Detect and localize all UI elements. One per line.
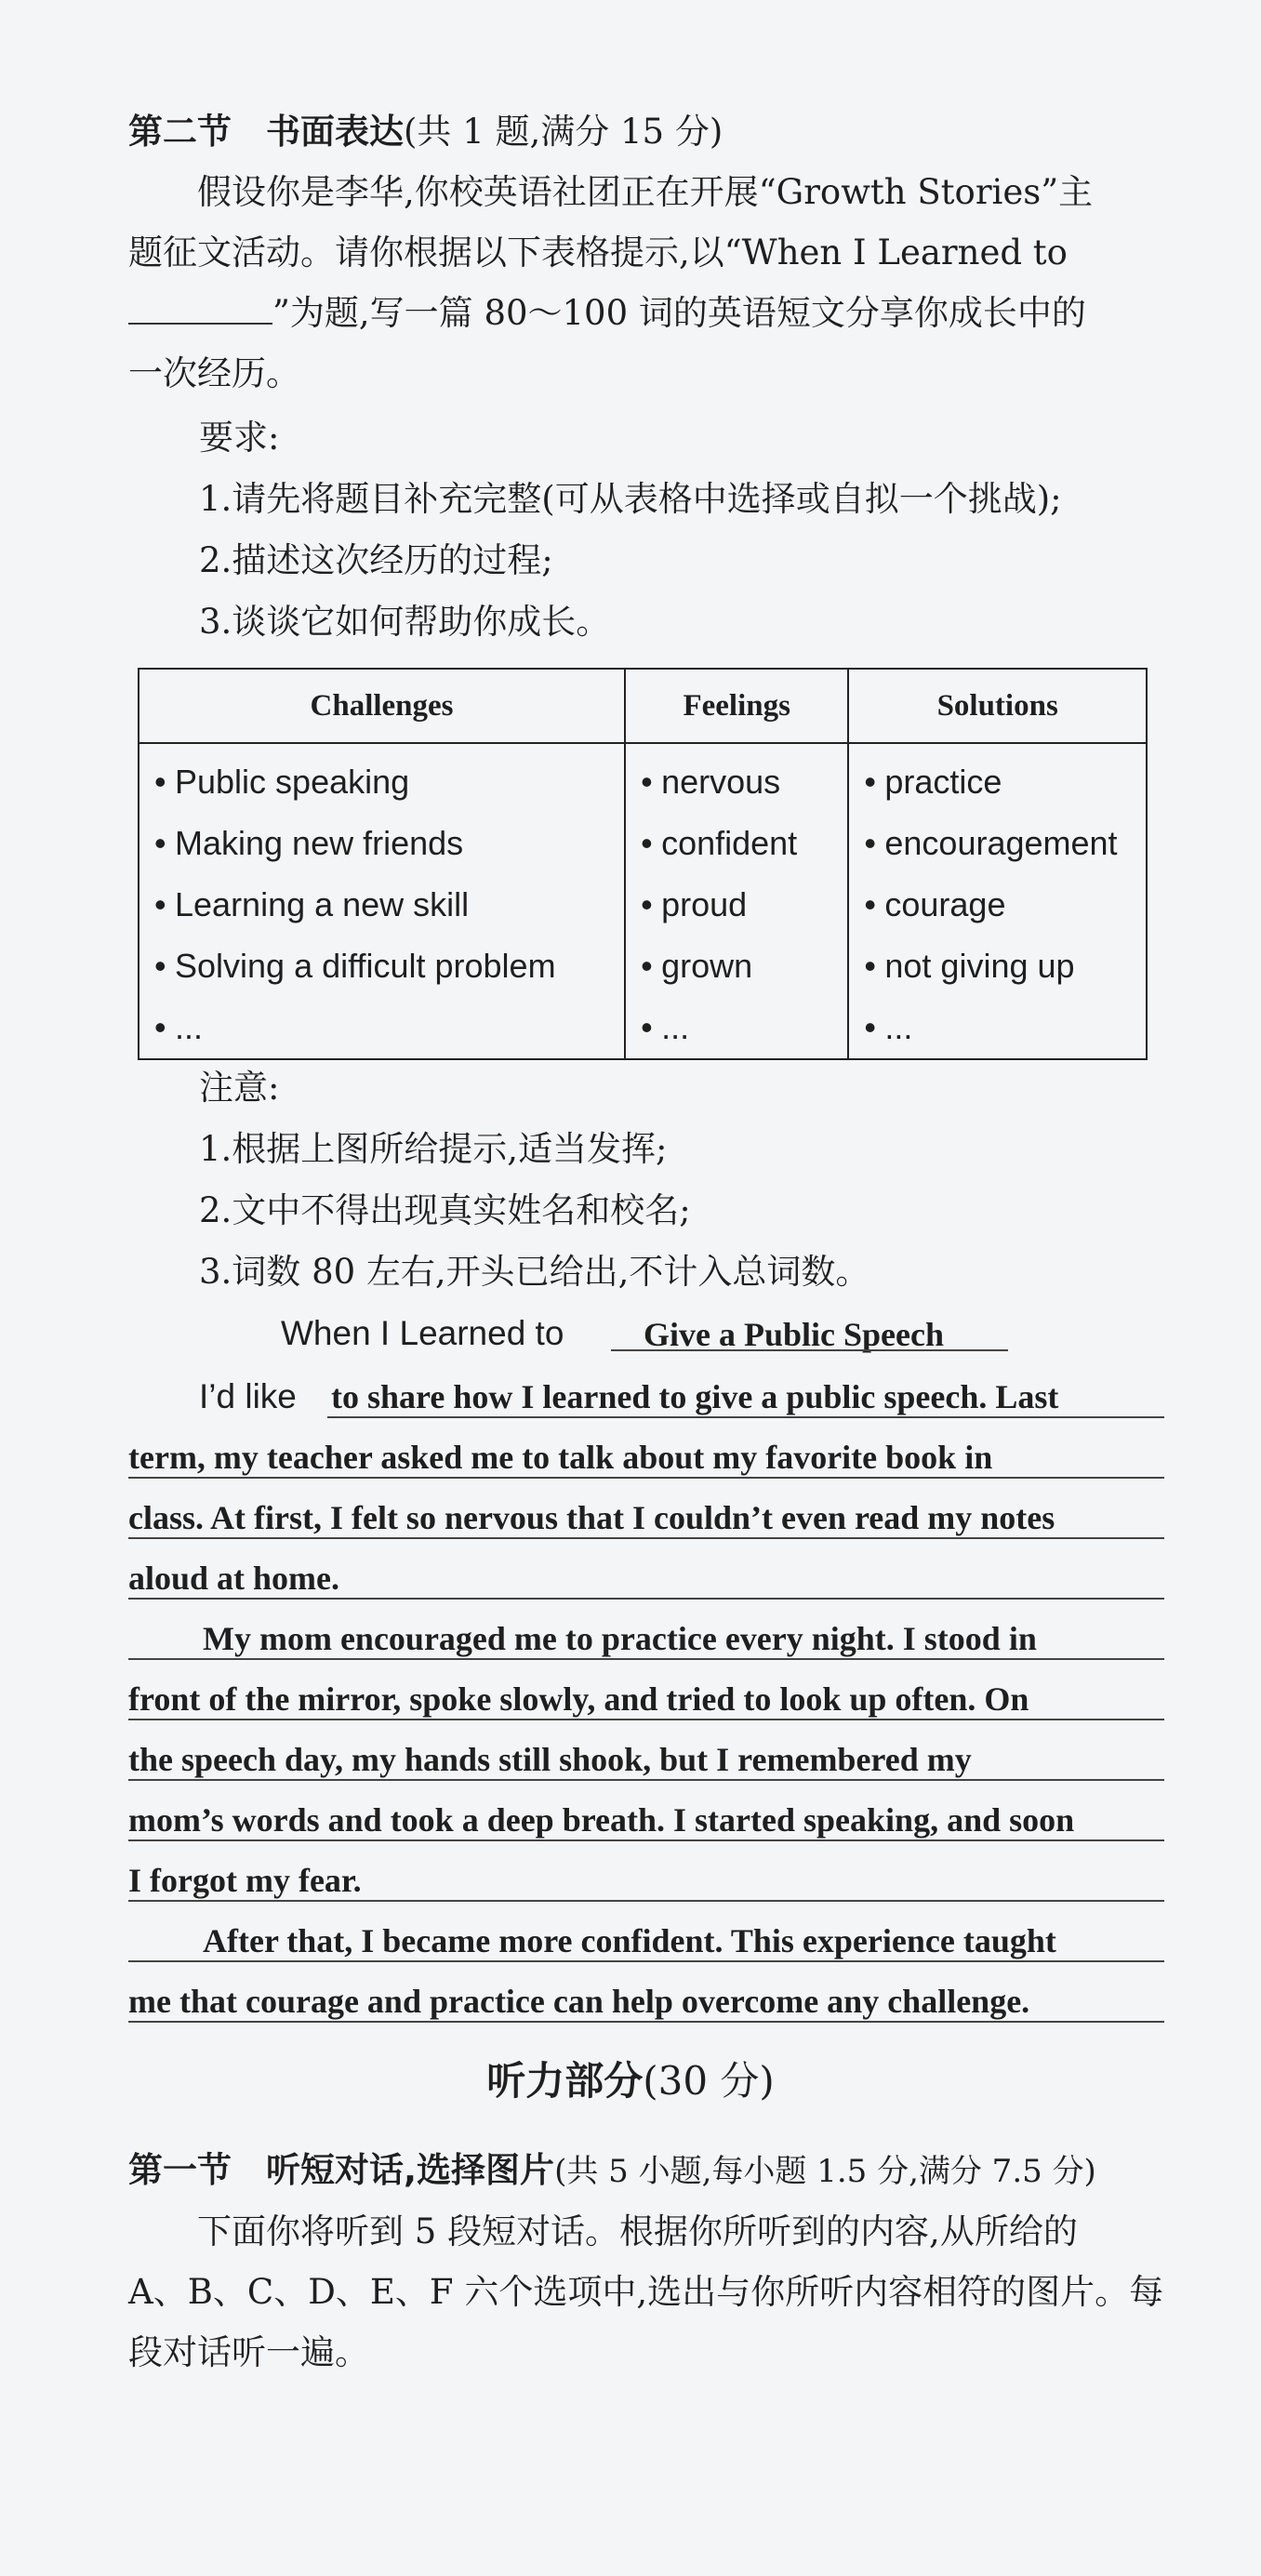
challenges-column <box>139 743 625 1059</box>
list-item: • Solving a difficult problem <box>154 947 556 985</box>
writing-rule <box>128 1779 1164 1781</box>
composition-line-11: me that courage and practice can help overcome any challenge. <box>128 1983 1030 2020</box>
writing-rule <box>128 1658 1164 1660</box>
notes-label: 注意: <box>199 1068 280 1108</box>
prompt-line-1: 假设你是李华,你校英语社团正在开展“Growth Stories”主 <box>128 172 1094 212</box>
requirements-label: 要求: <box>199 418 280 458</box>
feelings-column <box>625 743 848 1059</box>
composition-title-prefix: When I Learned to <box>281 1314 564 1352</box>
writing-rule <box>128 1477 1164 1479</box>
composition-line-5: My mom encouraged me to practice every night. I stood in <box>203 1620 1037 1657</box>
list-item: • Learning a new skill <box>154 885 470 923</box>
list-item: • courage <box>864 885 1006 923</box>
composition-opening: I’d like <box>199 1377 297 1415</box>
instruction-line-1: 下面你将听到 5 段短对话。根据你所听到的内容,从所给的 <box>128 2211 1078 2251</box>
writing-rule <box>128 1960 1164 1962</box>
title-blank <box>128 295 272 325</box>
list-item: • ... <box>641 1008 690 1046</box>
section-title: 第一节 听短对话,选择图片 <box>128 2150 555 2190</box>
header-solutions: Solutions <box>848 669 1147 743</box>
instruction-line-3: 段对话听一遍。 <box>128 2332 369 2372</box>
writing-rule <box>128 1839 1164 1841</box>
list-item: • nervous <box>641 763 781 801</box>
requirement-1: 1.请先将题目补充完整(可从表格中选择或自拟一个挑战); <box>199 479 1062 519</box>
prompt-line-4: 一次经历。 <box>128 353 300 393</box>
note-1: 1.根据上图所给提示,适当发挥; <box>199 1129 668 1169</box>
hint-table <box>138 668 1148 1060</box>
composition-line-4: aloud at home. <box>128 1560 340 1597</box>
list-item: • ... <box>154 1008 204 1046</box>
instruction-line-2: A、B、C、D、E、F 六个选项中,选出与你所听内容相符的图片。每 <box>128 2272 1164 2312</box>
list-item: • confident <box>641 824 798 862</box>
note-2: 2.文中不得出现真实姓名和校名; <box>199 1190 691 1230</box>
composition-line-6: front of the mirror, spoke slowly, and tried to look up often. On <box>128 1680 1029 1718</box>
prompt-line-3-text: ”为题,写一篇 80～100 词的英语短文分享你成长中的 <box>272 293 1086 333</box>
writing-rule <box>128 1719 1164 1720</box>
writing-rule <box>128 1537 1164 1539</box>
list-item: • grown <box>641 947 753 985</box>
composition-line-8: mom’s words and took a deep breath. I started speaking, and soon <box>128 1801 1075 1839</box>
requirement-3: 3.谈谈它如何帮助你成长。 <box>199 602 611 642</box>
writing-rule <box>327 1416 1164 1418</box>
composition-line-7: the speech day, my hands still shook, but I remembered my <box>128 1741 972 1778</box>
solutions-column <box>848 743 1147 1059</box>
list-item: • practice <box>864 763 1002 801</box>
listening-part-title: 听力部分(30 分) <box>486 2058 775 2104</box>
writing-section-heading <box>128 110 723 154</box>
header-challenges: Challenges <box>139 669 625 743</box>
note-3: 3.词数 80 左右,开头已给出,不计入总词数。 <box>199 1252 870 1292</box>
list-item: • encouragement <box>864 824 1118 862</box>
table-header-row <box>139 669 1147 743</box>
writing-rule <box>128 1900 1164 1902</box>
prompt-line-2: 题征文活动。请你根据以下表格提示,以“When I Learned to <box>128 232 1068 272</box>
table-body-row <box>139 743 1147 1059</box>
requirement-2: 2.描述这次经历的过程; <box>199 540 553 580</box>
list-item: • Making new friends <box>154 824 464 862</box>
section-score-note: (共 5 小题,每小题 1.5 分,满分 7.5 分) <box>554 2153 1096 2190</box>
composition-line-3: class. At first, I felt so nervous that I couldn’t even read my notes <box>128 1499 1055 1536</box>
list-item: • not giving up <box>864 947 1075 985</box>
writing-rule <box>128 2021 1164 2023</box>
composition-line-9: I forgot my fear. <box>128 1862 362 1899</box>
section-score-note: (共 1 题,满分 15 分) <box>404 112 723 152</box>
composition-line-2: term, my teacher asked me to talk about my favorite book in <box>128 1439 993 1476</box>
title-underline <box>611 1349 1008 1351</box>
composition-line-1: to share how I learned to give a public speech. Last <box>331 1378 1059 1415</box>
prompt-line-3 <box>128 291 1086 336</box>
list-item: • ... <box>864 1008 913 1046</box>
writing-rule <box>128 1598 1164 1600</box>
header-feelings: Feelings <box>625 669 848 743</box>
list-item: • Public speaking <box>154 763 410 801</box>
composition-line-10: After that, I became more confident. This experience taught <box>203 1922 1056 1959</box>
list-item: • proud <box>641 885 748 923</box>
composition-title-fill: Give a Public Speech <box>644 1316 944 1353</box>
section-title: 第二节 书面表达 <box>128 112 404 152</box>
listening-section-heading <box>128 2148 1096 2194</box>
